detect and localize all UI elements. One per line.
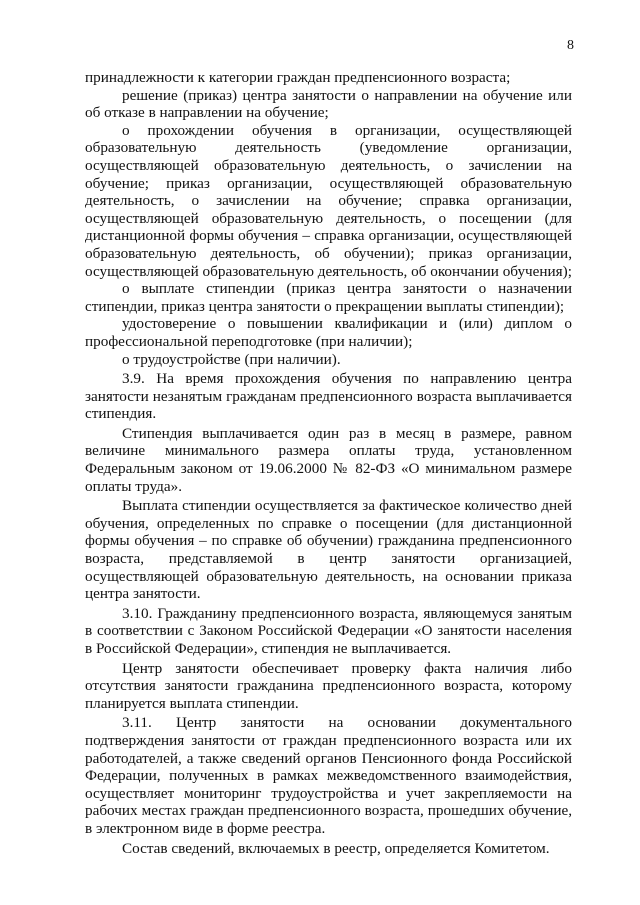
paragraph-stipend-amount: Стипендия выплачивается один раз в месяц в размере, равном величине минимального размера оплаты труда, установленном Федеральным законом от 19.06.2000 № 82-ФЗ «О минимальном размере оплаты труда». [85,424,572,495]
paragraph-stipend-item: о выплате стипендии (приказ центра занятости о назначении стипендии, приказ центра занятости о прекращении выплаты стипендии); [85,280,572,315]
page-number: 8 [567,38,574,53]
paragraph-registry-composition: Состав сведений, включаемых в реестр, определяется Комитетом. [122,839,550,857]
paragraph-section-3-9: 3.9. На время прохождения обучения по направлению центра занятости незанятым гражданам предпенсионного возраста выплачивается стипендия. [85,370,572,423]
paragraph-decision-item: решение (приказ) центра занятости о направлении на обучение или об отказе в направлении на обучение; [85,86,572,122]
paragraph-training-item: о прохождении обучения в организации, осуществляющей образовательную деятельность (уведомление организации, осуществляющей образовательную деятельность, о зачислении на обучение; приказ организации, осуществляющей образовательную деятельность, о зачислении на обучение; справка организации, осуществляющей образовательную деятельность, о посещении (для дистанционной формы обучения – справка организации, осуществляющей образовательную деятельность, об обучении); приказ организации, осуществляющей образовательную деятельность, об окончании обучения); [85,121,572,280]
paragraph-employment-item: о трудоустройстве (при наличии). [122,350,341,368]
paragraph-section-3-11: 3.11. Центр занятости на основании документального подтверждения занятости от граждан предпенсионного возраста или их работодателей, а также сведений органов Пенсионного фонда Российской Федерации, полученных в рамках межведомственного взаимодействия, осуществляет мониторинг трудоустройства и учет закрепляемости на рабочих местах граждан предпенсионного возраста, прошедших обучение, в электронном виде в форме реестра. [85,714,572,837]
paragraph-continuation: принадлежности к категории граждан предпенсионного возраста; [85,69,511,86]
paragraph-stipend-payment: Выплата стипендии осуществляется за фактическое количество дней обучения, определенных по справке о посещении (для дистанционной формы обучения – по справке об обучении) гражданина предпенсионного возраста, представляемой в центр занятости организацией, осуществляющей образовательную деятельность, на основании приказа центра занятости. [85,497,572,603]
paragraph-employment-check: Центр занятости обеспечивает проверку факта наличия либо отсутствия занятости гражданина предпенсионного возраста, которому планируется выплата стипендии. [85,659,572,712]
paragraph-certificate-item: удостоверение о повышении квалификации и (или) диплом о профессиональной переподготовке (при наличии); [85,315,572,350]
document-body [85,69,572,857]
paragraph-section-3-10: 3.10. Гражданину предпенсионного возраста, являющемуся занятым в соответствии с Законом Российской Федерации «О занятости населения в Российской Федерации», стипендия не выплачивается. [85,604,572,657]
